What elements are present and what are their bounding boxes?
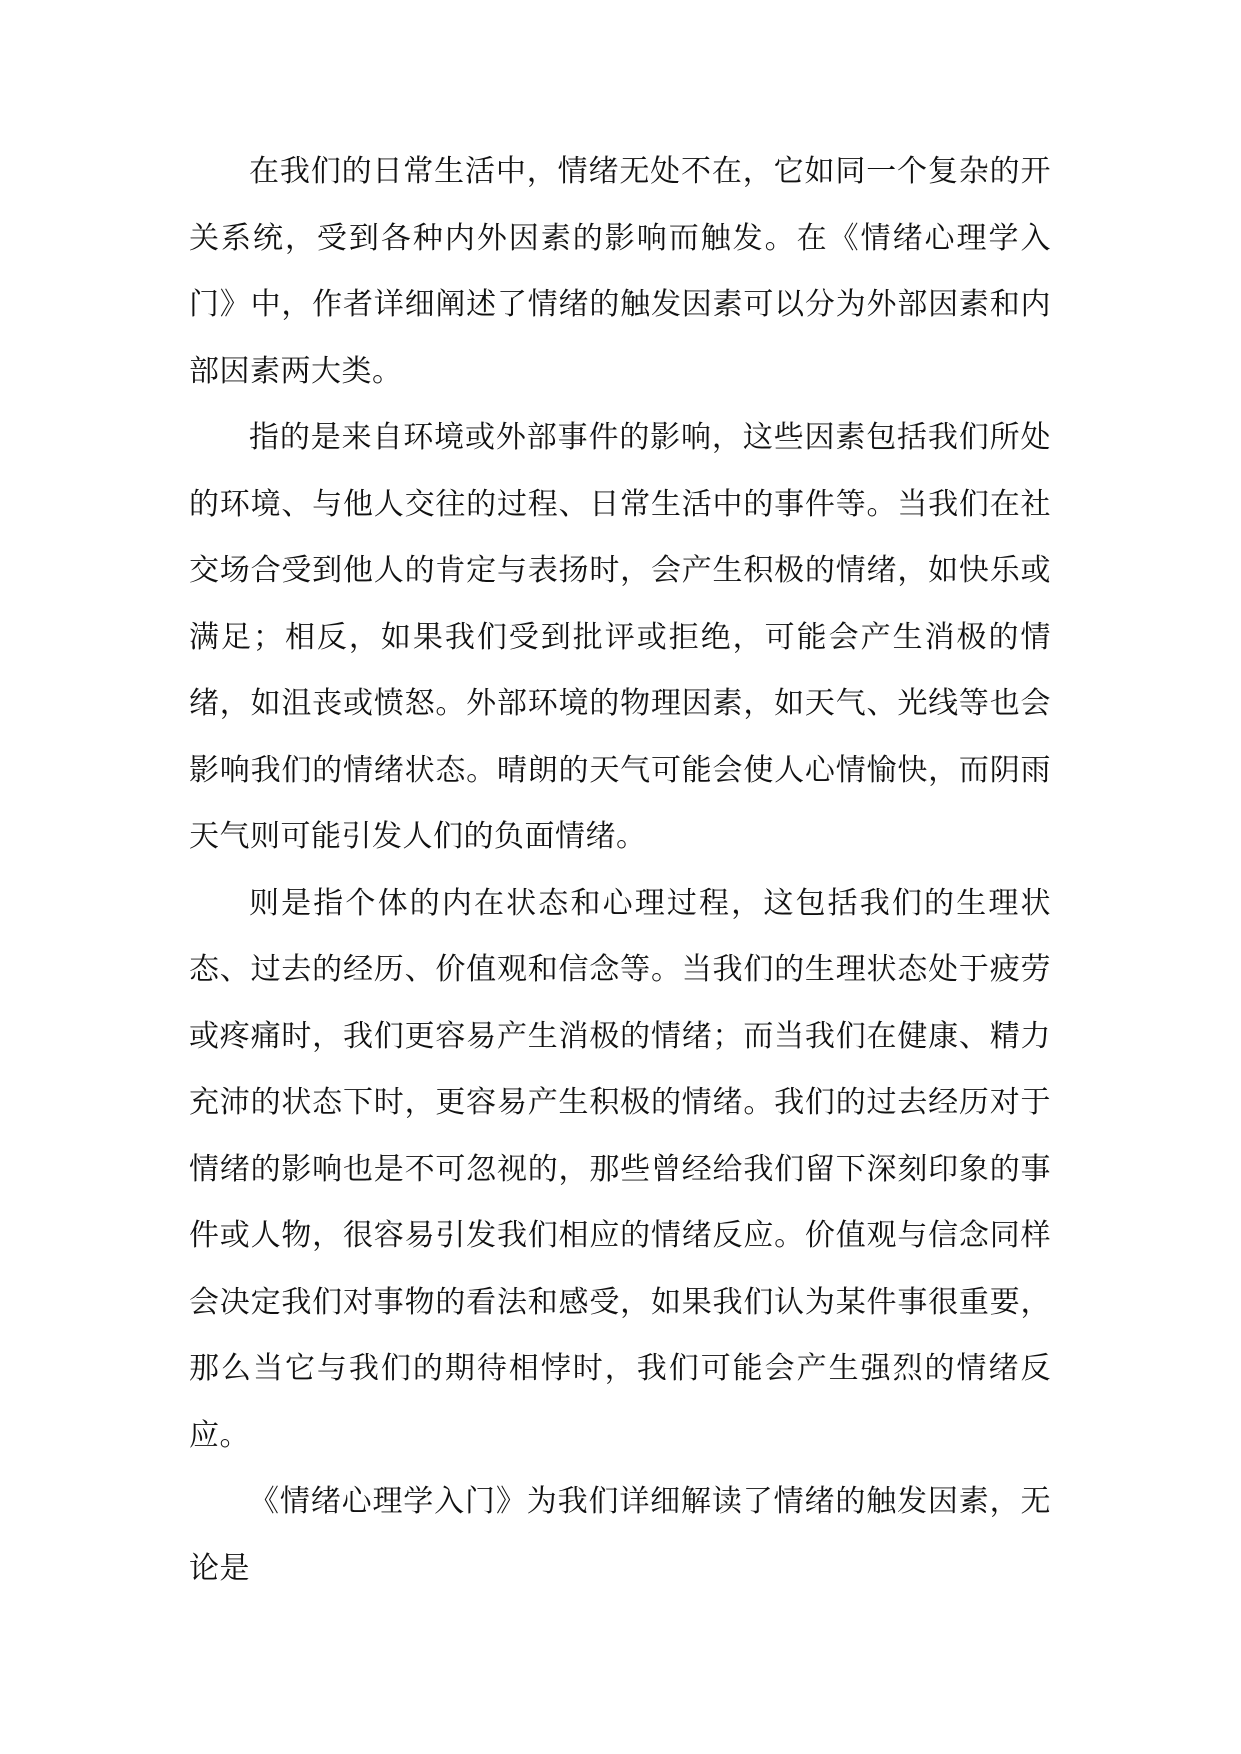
paragraph-internal-factors: 则是指个体的内在状态和心理过程，这包括我们的生理状态、过去的经历、价值观和信念等。当我们的生理状态处于疲劳或疼痛时，我们更容易产生消极的情绪；而当我们在健康、精力充沛的状态下时，更容易产生积极的情绪。我们的过去经历对于情绪的影响也是不可忽视的，那些曾经给我们留下深刻印象的事件或人物，很容易引发我们相应的情绪反应。价值观与信念同样会决定我们对事物的看法和感受，如果我们认为某件事很重要，那么当它与我们的期待相悖时，我们可能会产生强烈的情绪反应。 bbox=[189, 885, 1051, 1453]
paragraph-intro: 在我们的日常生活中，情绪无处不在，它如同一个复杂的开关系统，受到各种内外因素的影响而触发。在《情绪心理学入门》中，作者详细阐述了情绪的触发因素可以分为外部因素和内部因素两大类。 bbox=[189, 154, 1051, 389]
document-body bbox=[189, 139, 1051, 1602]
paragraph-summary: 《情绪心理学入门》为我们详细解读了情绪的触发因素，无论是 bbox=[189, 1484, 1051, 1586]
paragraph-external-factors: 指的是来自环境或外部事件的影响，这些因素包括我们所处的环境、与他人交往的过程、日常生活中的事件等。当我们在社交场合受到他人的肯定与表扬时，会产生积极的情绪，如快乐或满足；相反，如果我们受到批评或拒绝，可能会产生消极的情绪，如沮丧或愤怒。外部环境的物理因素，如天气、光线等也会影响我们的情绪状态。晴朗的天气可能会使人心情愉快，而阴雨天气则可能引发人们的负面情绪。 bbox=[189, 420, 1051, 854]
